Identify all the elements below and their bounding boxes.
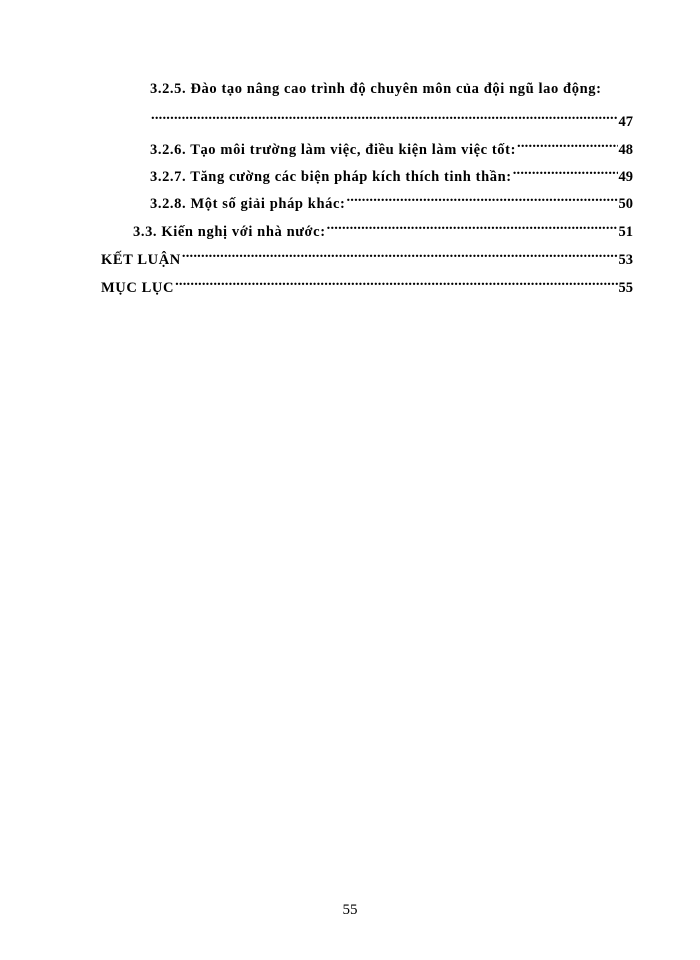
dot-leader: [175, 274, 617, 292]
toc-entry-page: 53: [618, 252, 633, 268]
toc-entry-page: 49: [618, 169, 633, 185]
dot-leader: [513, 163, 618, 181]
toc-entry-title: 3.2.5. Đào tạo nâng cao trình độ chuyên môn của đội ngũ lao động:: [150, 81, 602, 97]
toc-entry-leader-line: [150, 108, 633, 131]
dot-leader: [151, 108, 618, 126]
toc-entry-page: 50: [618, 196, 633, 212]
toc-entry-label: [150, 80, 602, 98]
toc-entry-page: 55: [618, 280, 633, 296]
toc-entry-page: 51: [618, 224, 633, 240]
toc-entry-title: 3.3. Kiến nghị với nhà nước:: [133, 224, 326, 240]
toc-entry-3-2-8: [150, 190, 633, 213]
toc-entry-3-3: [133, 218, 633, 241]
toc-entry-3-2-6: [150, 136, 633, 159]
dot-leader: [327, 218, 618, 236]
dot-leader: [517, 136, 617, 154]
toc-entry-page: 47: [618, 114, 633, 130]
toc-entry-page: 48: [618, 142, 633, 158]
toc-entry-title: 3.2.7. Tăng cường các biện pháp kích thích tinh thần:: [150, 169, 512, 185]
toc-entry-title: MỤC LỤC: [101, 280, 175, 296]
toc-entry-3-2-7: [150, 163, 633, 186]
toc-entry-title: 3.2.8. Một số giải pháp khác:: [150, 196, 346, 212]
dot-leader: [346, 190, 617, 208]
toc-entry-title: 3.2.6. Tạo môi trường làm việc, điều kiện làm việc tốt:: [150, 142, 517, 158]
toc-entry-title: KẾT LUẬN: [101, 252, 181, 268]
dot-leader: [182, 246, 618, 264]
toc-entry-ket-luan: [101, 246, 633, 269]
toc-entry-muc-luc: [101, 274, 633, 297]
page-number: 55: [342, 902, 358, 918]
